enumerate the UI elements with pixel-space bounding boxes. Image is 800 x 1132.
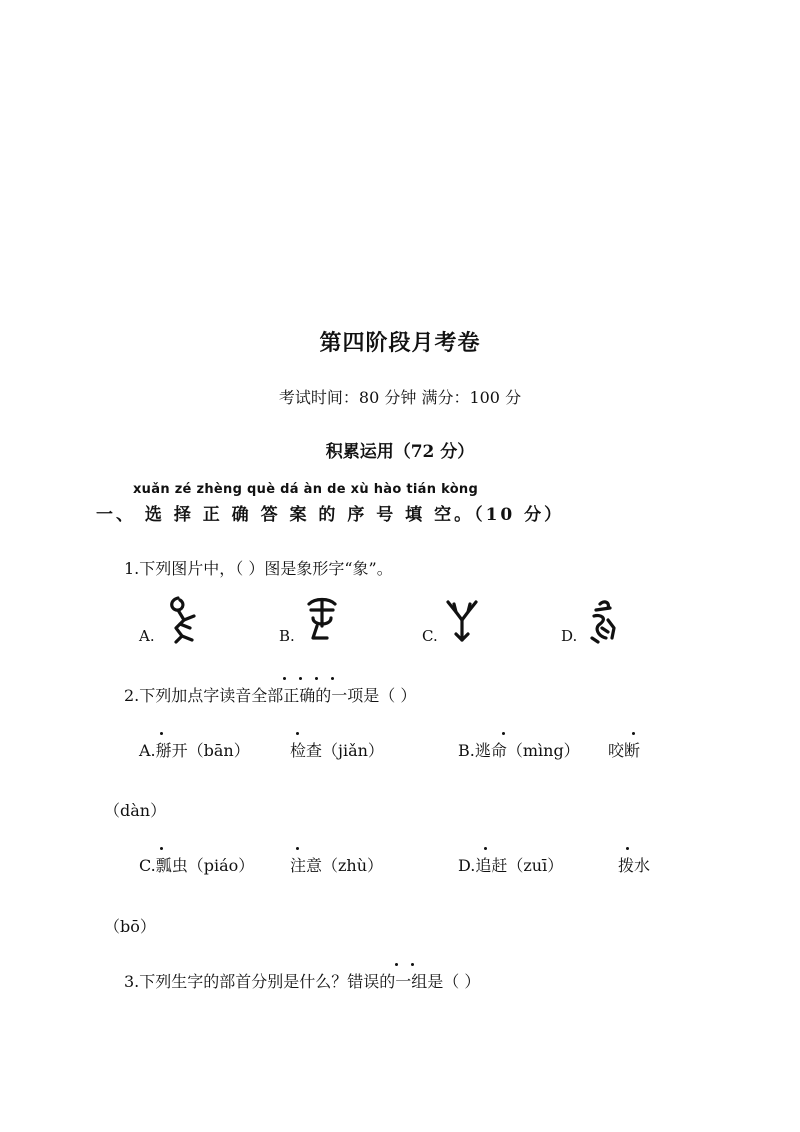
emphasis-dot (484, 847, 487, 850)
emphasis-dot (160, 732, 163, 735)
emphasis-dot (331, 677, 334, 680)
q2-option-d-1: D.追赶（zuī） (458, 856, 564, 875)
emphasis-dot (502, 732, 505, 735)
q2-option-a-2: 检查（jiǎn） (290, 741, 384, 760)
oracle-glyph-c-icon (444, 598, 480, 644)
section-title: 积累运用（72 分） (325, 442, 475, 462)
q2-option-d-2: 拨水 (618, 856, 651, 875)
exam-title: 第四阶段月考卷 (319, 330, 481, 356)
q2-option-c-1: C.瓢虫（piáo） (139, 856, 255, 875)
option-d-label: D. (561, 627, 578, 645)
q2-option-b-1: B.逃命（mìng） (458, 741, 580, 760)
emphasis-dot (395, 963, 398, 966)
emphasis-dot (296, 847, 299, 850)
emphasis-dot (632, 732, 635, 735)
option-b-label: B. (279, 627, 295, 645)
question-3-stem: 3.下列生字的部首分别是什么？错误的一组是（ ） (124, 972, 481, 991)
emphasis-dot (296, 732, 299, 735)
emphasis-dot (283, 677, 286, 680)
emphasis-dot (626, 847, 629, 850)
option-a-label: A. (139, 627, 155, 645)
emphasis-dot (160, 847, 163, 850)
q2-option-b-2-pinyin: （dàn） (104, 801, 167, 820)
emphasis-dot (299, 677, 302, 680)
exam-info: 考试时间：80 分钟 满分：100 分 (278, 388, 522, 407)
oracle-glyph-b-icon (305, 596, 339, 642)
q2-option-c-2: 注意（zhù） (290, 856, 384, 875)
question-2-stem: 2.下列加点字读音全部正确的一项是（ ） (124, 686, 417, 705)
question-1-stem: 1.下列图片中，（ ）图是象形字“象”。 (124, 559, 393, 578)
emphasis-dot (411, 963, 414, 966)
oracle-glyph-a-icon (164, 594, 200, 644)
q2-option-a-1: A.掰开（bān） (139, 741, 250, 760)
q2-option-d-2-pinyin: （bō） (104, 917, 156, 936)
question-header-pinyin: xuǎn zé zhèng què dá àn de xù hào tián kòng (133, 482, 479, 497)
question-header: 一、 选 择 正 确 答 案 的 序 号 填 空。（10 分） (96, 505, 565, 525)
emphasis-dot (315, 677, 318, 680)
option-c-label: C. (422, 627, 438, 645)
q2-option-b-2: 咬断 (608, 741, 641, 760)
oracle-glyph-d-icon (586, 598, 620, 644)
